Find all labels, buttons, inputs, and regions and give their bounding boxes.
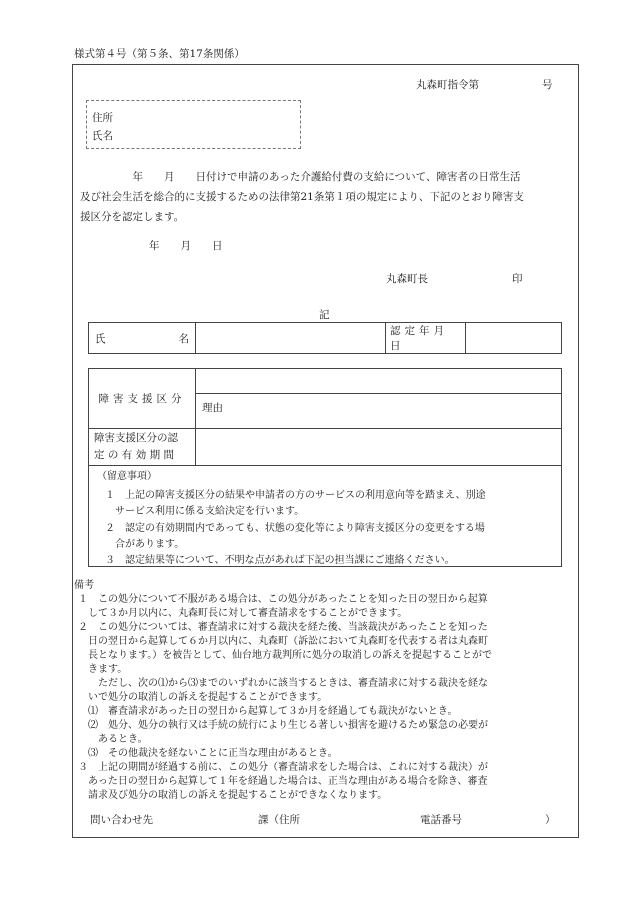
period-label-cell xyxy=(89,429,196,466)
contact-close-paren: ） xyxy=(545,814,556,826)
name-value-cell xyxy=(196,323,386,354)
remark-line: あるとき。 xyxy=(78,734,148,745)
note-line: ３ 認定結果等について、不明な点があれば下記の担当課にご連絡ください。 xyxy=(105,555,455,566)
note-line: 合があります。 xyxy=(105,539,185,550)
name-label-a: 氏 xyxy=(95,332,106,345)
remark-line: ２ この処分については、審査請求に対する裁決を経た後、当該裁決があったことを知った xyxy=(78,622,488,633)
ki-heading: 記 xyxy=(319,309,330,321)
remark-line: 日の翌日から起算して６か月以内に、丸森町（訴訟において丸森町を代表する者は丸森町 xyxy=(78,636,488,647)
name-table xyxy=(88,322,562,354)
remark-line: ただし、次の⑴から⑶までのいずれかに該当するときは、審査請求に対する裁決を経な xyxy=(78,678,488,689)
reason-cell xyxy=(196,394,562,429)
note-line: ２ 認定の有効期間内であっても、状態の変化等により障害支援区分の変更をする場 xyxy=(105,523,485,534)
date-label-cell xyxy=(386,323,466,354)
recipient-box xyxy=(86,100,301,149)
seal-mark: 印 xyxy=(512,273,523,285)
note-line: １ 上記の障害支援区分の結果や申請者の方のサービスの利用意向等を踏まえ、別途 xyxy=(105,490,486,501)
notes-title: （留意事項） xyxy=(97,471,157,482)
period-label-1: 障害支援区分の認 xyxy=(94,432,178,444)
remark-line: して３か月以内に、丸森町長に対して審査請求をすることができます。 xyxy=(78,608,408,619)
issue-date: 年 月 日 xyxy=(149,240,223,252)
reason-label: 理由 xyxy=(202,402,223,414)
remark-line: きます。 xyxy=(78,664,128,675)
period-value-cell xyxy=(196,429,562,466)
notes-box xyxy=(88,465,562,567)
name-label: 氏名 xyxy=(92,130,113,142)
remark-line: 請求及び処分の取消しの訴えを提起することができなくなります。 xyxy=(78,790,388,801)
remark-line: いで処分の取消しの訴えを提起することができます。 xyxy=(78,692,328,703)
date-value-cell xyxy=(466,323,562,354)
period-label-2: 定の有効期間 xyxy=(94,449,178,461)
issuer-title: 丸森町長 xyxy=(386,273,428,285)
address-label: 住所 xyxy=(92,112,113,124)
body-line-1: 年 月 日付けで申請のあった介護給付費の支給について、障害者の日常生活 xyxy=(80,171,521,183)
note-line: サービス利用に係る支給決定を行います。 xyxy=(105,506,305,517)
body-paragraph xyxy=(80,167,575,227)
designation-number: 丸森町指令第 号 xyxy=(416,79,553,91)
name-label-cell xyxy=(89,323,196,354)
body-line-2: 及び社会生活を総合的に支援するための法律第21条第１項の規定により、下記のとおり障害支 xyxy=(80,191,524,203)
category-table xyxy=(88,368,562,466)
remark-line: １ この処分について不服がある場合は、この処分があったことを知った日の翌日から起算 xyxy=(78,594,488,605)
body-line-3: 援区分を認定します。 xyxy=(80,211,185,223)
remark-line: 長となります。）を被告として、仙台地方裁判所に処分の取消しの訴えを提起することがで xyxy=(78,650,492,661)
remark-line: ３ 上記の期間が経過する前に、この処分（審査請求をした場合は、これに対する裁決）が xyxy=(78,762,488,773)
category-value-cell xyxy=(196,369,562,394)
form-number: 様式第４号（第５条、第17条関係） xyxy=(74,48,245,60)
remark-line: ⑵ 処分、処分の執行又は手続の続行により生じる著しい損害を避けるため緊急の必要が xyxy=(78,720,488,731)
remark-line: あった日の翌日から起算して１年を経過した場合は、正当な理由がある場合を除き、審査 xyxy=(78,776,488,787)
date-label: 認定年月日 xyxy=(390,325,448,352)
remark-line: ⑴ 審査請求があった日の翌日から起算して３か月を経過しても裁決がないとき。 xyxy=(78,706,458,717)
name-label-b: 名 xyxy=(178,332,189,345)
contact-phone: 電話番号 xyxy=(420,814,462,826)
remark-line: ⑶ その他裁決を経ないことに正当な理由があるとき。 xyxy=(78,748,338,759)
category-label: 障害支援区分 xyxy=(98,393,186,405)
remarks-title: 備考 xyxy=(74,580,94,591)
contact-section: 課（住所 xyxy=(258,814,300,826)
contact-label: 問い合わせ先 xyxy=(90,814,153,826)
category-label-cell xyxy=(89,369,196,429)
